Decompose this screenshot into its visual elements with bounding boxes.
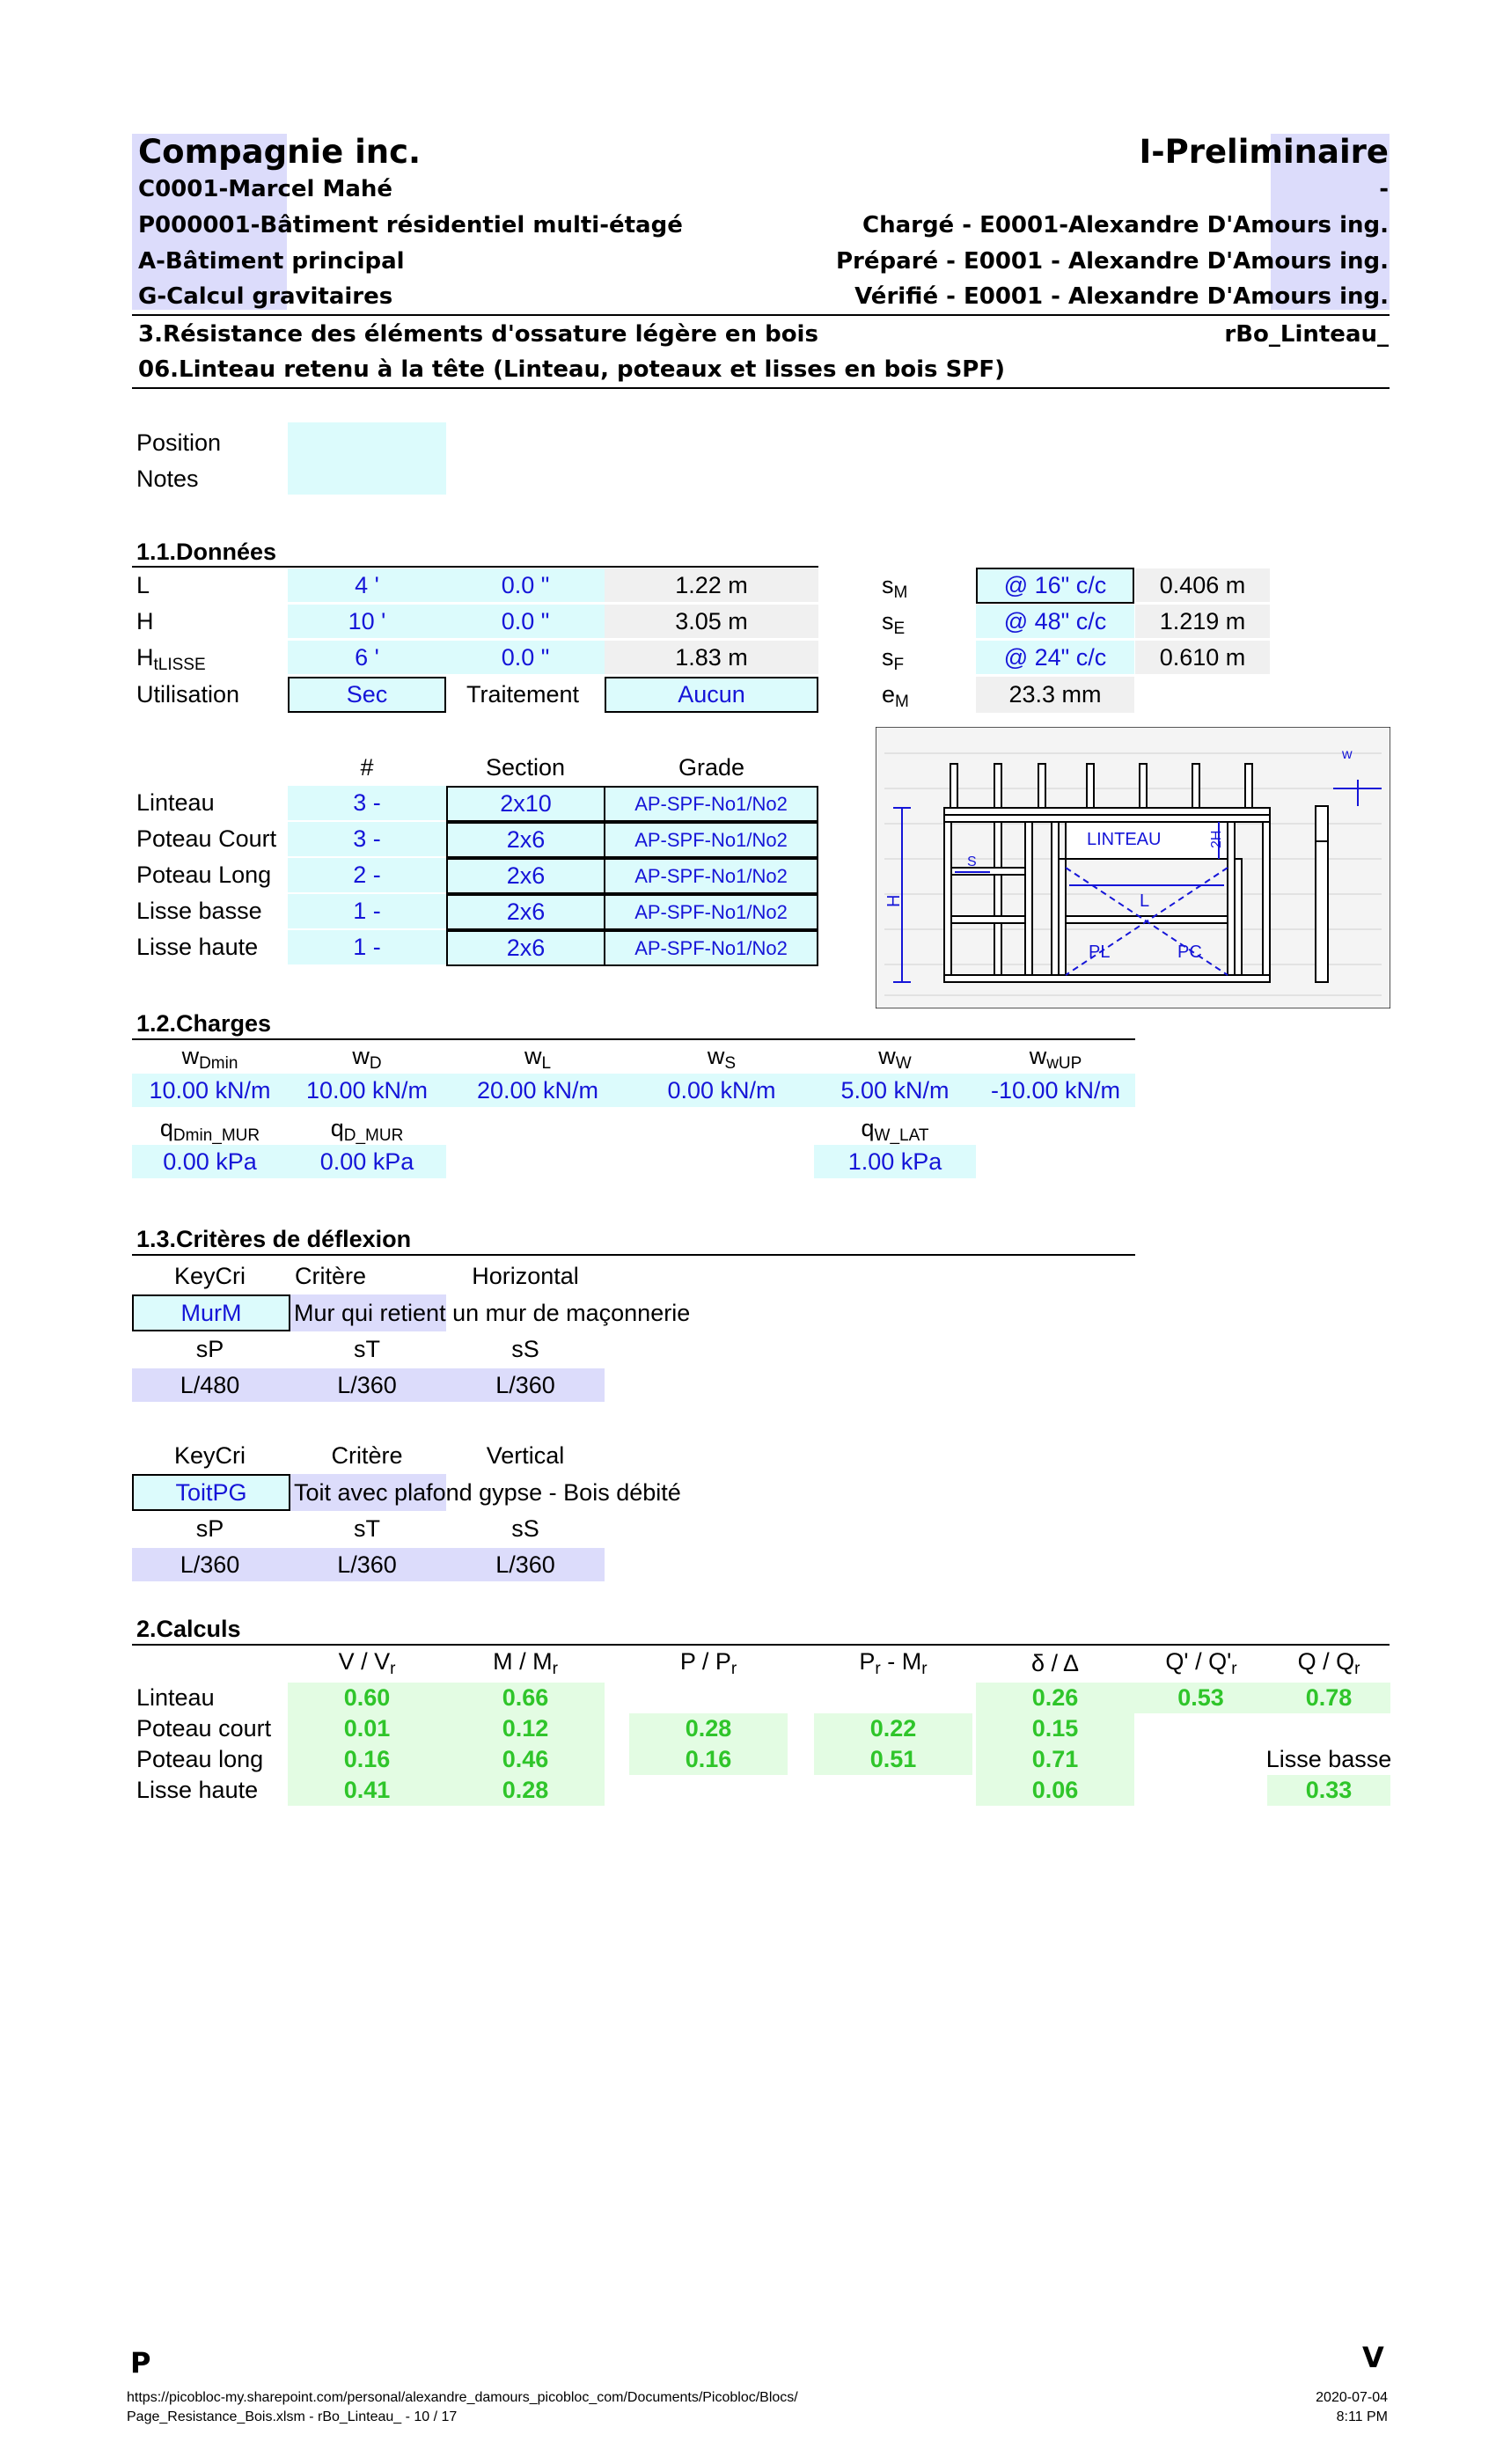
member-section-select[interactable]: 2x10	[446, 786, 605, 822]
calc-row-name: Linteau	[136, 1684, 215, 1711]
member-name: Lisse haute	[136, 934, 259, 960]
v-desc: Toit avec plafond gypse - Bois débité	[294, 1479, 681, 1506]
h-keycri-label: KeyCri	[173, 1263, 246, 1289]
h-sT-label: sT	[354, 1336, 380, 1362]
calc-dd-value: 0.15	[976, 1713, 1134, 1744]
prepare-name: Préparé - E0001 - Alexandre D'Amours ing.	[835, 248, 1389, 275]
charges-underline	[132, 1038, 1135, 1040]
Ht-metric: 1.83 m	[605, 641, 818, 674]
member-grade-select[interactable]: AP-SPF-No1/No2	[604, 822, 818, 858]
calc-q2-value: 0.33	[1267, 1775, 1390, 1806]
status-label: I-Preliminaire	[1139, 133, 1389, 171]
Ht-inch-input[interactable]: 0.0 "	[446, 641, 605, 674]
load-value-input[interactable]: 10.00 kN/m	[288, 1074, 446, 1107]
section-3-title: 3.Résistance des éléments d'ossature légère en bois	[138, 321, 818, 348]
member-section-select[interactable]: 2x6	[446, 822, 605, 858]
sM-metric: 0.406 m	[1135, 568, 1270, 602]
L-label: L	[136, 572, 150, 598]
sheet-name: rBo_Linteau_	[1224, 321, 1389, 348]
calc-q1-value: 0.53	[1134, 1683, 1267, 1713]
v-sS-value: L/360	[446, 1548, 605, 1581]
calculs-title: 2.Calculs	[136, 1616, 241, 1642]
calc-dd-value: 0.06	[976, 1775, 1134, 1806]
load-value-input[interactable]: 10.00 kN/m	[132, 1074, 288, 1107]
eM-label: $e_M$	[882, 681, 909, 711]
member-name: Poteau Court	[136, 825, 277, 852]
v-dir-label: Vertical	[486, 1442, 565, 1469]
q-value-input[interactable]: 1.00 kPa	[814, 1145, 976, 1178]
calc-q2-value: 0.78	[1267, 1683, 1390, 1713]
framing-diagram	[876, 727, 1390, 1008]
v-sT-value: L/360	[288, 1548, 446, 1581]
section-06-title: 06.Linteau retenu à la tête (Linteau, poteaux et lisses en bois SPF)	[138, 356, 1006, 383]
donnees-underline	[132, 566, 818, 568]
h-sS-value: L/360	[446, 1368, 605, 1402]
h-dir-label: Horizontal	[472, 1263, 579, 1289]
member-count-input[interactable]: 2 -	[288, 858, 446, 892]
calc-pp-value: 0.16	[629, 1744, 788, 1775]
calc-mm-value: 0.28	[446, 1775, 605, 1806]
charges-title: 1.2.Charges	[136, 1010, 272, 1037]
q-label: $q_{W\_LAT}$	[861, 1115, 929, 1145]
donnees-title: 1.1.Données	[136, 539, 277, 565]
footer-time: 8:11 PM	[1336, 2409, 1388, 2424]
calc-vv-value: 0.41	[288, 1775, 446, 1806]
calc-pm-value: 0.51	[814, 1744, 972, 1775]
load-label: $w_{Dmin}$	[181, 1043, 238, 1073]
v-keycri-label: KeyCri	[173, 1442, 246, 1469]
L-feet-input[interactable]: 4 '	[288, 568, 446, 602]
project-name: P000001-Bâtiment résidentiel multi-étagé	[138, 212, 683, 238]
utilisation-label: Utilisation	[136, 681, 240, 708]
header-divider-bottom	[132, 387, 1390, 389]
sM-label: $s_M$	[882, 572, 908, 602]
h-sP-value: L/480	[132, 1368, 288, 1402]
calc-type: G-Calcul gravitaires	[138, 283, 393, 310]
member-section-select[interactable]: 2x6	[446, 858, 605, 894]
calc-dd-value: 0.26	[976, 1683, 1134, 1713]
footer-file: Page_Resistance_Bois.xlsm - rBo_Linteau_ - 10 / 17	[127, 2409, 458, 2424]
calc-q2-value: Lisse basse	[1265, 1746, 1392, 1772]
h-desc: Mur qui retient un mur de maçonnerie	[294, 1300, 691, 1326]
footer-url: https://picobloc-my.sharepoint.com/personal/alexandre_damours_picobloc_com/Documents/Picobloc/Blocs/	[127, 2390, 798, 2405]
calc-row-name: Lisse haute	[136, 1777, 259, 1803]
sM-select[interactable]: @ 16" c/c	[976, 568, 1134, 604]
eM-value: 23.3 mm	[976, 677, 1134, 713]
load-label: $w_L$	[524, 1043, 552, 1073]
footer-date: 2020-07-04	[1316, 2390, 1388, 2405]
diagram-H-label: H	[884, 894, 904, 907]
traitement-label: Traitement	[466, 681, 580, 708]
member-count-input[interactable]: 3 -	[288, 786, 446, 820]
company-name: Compagnie inc.	[138, 133, 422, 171]
calc-pp-value: 0.28	[629, 1713, 788, 1744]
diagram-linteau-label: LINTEAU	[1087, 830, 1162, 849]
calc-vv-value: 0.60	[288, 1683, 446, 1713]
calc-header-pp: P / $P_r$	[679, 1648, 737, 1678]
calc-header-qq1: Q' / $Q'_r$	[1165, 1648, 1237, 1678]
member-section-select[interactable]: 2x6	[446, 930, 605, 966]
member-section-select[interactable]: 2x6	[446, 894, 605, 930]
calc-header-qq2: Q / $Q_r$	[1297, 1648, 1360, 1678]
L-inch-input[interactable]: 0.0 "	[446, 568, 605, 602]
diagram-L-label: L	[1140, 891, 1150, 911]
member-grade-select[interactable]: AP-SPF-No1/No2	[604, 894, 818, 930]
member-count-input[interactable]: 1 -	[288, 930, 446, 964]
H-inch-input[interactable]: 0.0 "	[446, 605, 605, 638]
H-feet-input[interactable]: 10 '	[288, 605, 446, 638]
Ht-feet-input[interactable]: 6 '	[288, 641, 446, 674]
col-grade-header: Grade	[678, 754, 745, 781]
v-sT-label: sT	[354, 1515, 380, 1542]
member-grade-select[interactable]: AP-SPF-No1/No2	[604, 930, 818, 966]
load-label: $w_{wUP}$	[1029, 1043, 1082, 1073]
v-sP-label: sP	[195, 1515, 224, 1542]
client-name: C0001-Marcel Mahé	[138, 176, 393, 202]
v-sP-value: L/360	[132, 1548, 288, 1581]
traitement-select[interactable]: Aucun	[605, 677, 818, 713]
h-keycri-select[interactable]: MurM	[132, 1294, 290, 1331]
member-grade-select[interactable]: AP-SPF-No1/No2	[604, 858, 818, 894]
calc-row-name: Poteau long	[136, 1746, 264, 1772]
calculs-underline	[132, 1644, 1390, 1646]
H-metric: 3.05 m	[605, 605, 818, 638]
v-critere-label: Critère	[331, 1442, 403, 1469]
verifie-name: Vérifié - E0001 - Alexandre D'Amours ing.	[854, 283, 1389, 310]
footer-left-mark: P	[130, 2346, 151, 2380]
header-dash: -	[1379, 176, 1389, 202]
H-label: H	[136, 608, 154, 634]
member-name: Lisse basse	[136, 898, 262, 924]
load-value-input[interactable]: -10.00 kN/m	[976, 1074, 1135, 1107]
calc-pm-value: 0.22	[814, 1713, 972, 1744]
footer-right-mark: V	[1362, 2341, 1384, 2374]
diagram-PC-label: PC	[1177, 942, 1202, 962]
notes-label: Notes	[136, 466, 199, 492]
diagram-w-label: w	[1342, 747, 1353, 762]
v-keycri-select[interactable]: ToitPG	[132, 1474, 290, 1511]
load-value-input[interactable]: 20.00 kN/m	[446, 1074, 629, 1107]
load-value-input[interactable]: 5.00 kN/m	[814, 1074, 976, 1107]
load-label: $w_S$	[707, 1043, 737, 1073]
member-count-input[interactable]: 1 -	[288, 894, 446, 928]
h-critere-label: Critère	[295, 1263, 367, 1289]
member-name: Poteau Long	[136, 862, 272, 888]
load-label: $w_D$	[352, 1043, 382, 1073]
position-label: Position	[136, 429, 222, 456]
sF-select[interactable]: @ 24" c/c	[976, 641, 1134, 674]
load-label: $w_W$	[878, 1043, 912, 1073]
member-count-input[interactable]: 3 -	[288, 822, 446, 856]
calc-vv-value: 0.01	[288, 1713, 446, 1744]
sE-metric: 1.219 m	[1135, 605, 1270, 638]
building-name: A-Bâtiment principal	[138, 248, 405, 275]
calc-mm-value: 0.66	[446, 1683, 605, 1713]
sE-label: $s_E$	[882, 608, 906, 638]
h-sT-value: L/360	[288, 1368, 446, 1402]
calc-header-vv: V / $V_r$	[338, 1648, 396, 1678]
calc-dd-value: 0.71	[976, 1744, 1134, 1775]
q-value-input[interactable]: 0.00 kPa	[288, 1145, 446, 1178]
calc-mm-value: 0.46	[446, 1744, 605, 1775]
position-input[interactable]	[288, 422, 446, 495]
load-value-input[interactable]: 0.00 kN/m	[629, 1074, 814, 1107]
criteres-underline	[132, 1254, 1135, 1256]
calc-header-mm: M / $M_r$	[493, 1648, 558, 1678]
col-section-header: Section	[485, 754, 566, 781]
col-num-header: #	[360, 754, 374, 781]
q-value-input[interactable]: 0.00 kPa	[132, 1145, 288, 1178]
v-sS-label: sS	[511, 1515, 539, 1542]
sE-select[interactable]: @ 48" c/c	[976, 605, 1134, 638]
member-grade-select[interactable]: AP-SPF-No1/No2	[604, 786, 818, 822]
charge-name: Chargé - E0001-Alexandre D'Amours ing.	[862, 212, 1389, 238]
calc-header-dd: δ / Δ	[1030, 1650, 1080, 1676]
diagram-2H-label: 2H	[1209, 830, 1224, 848]
utilisation-select[interactable]: Sec	[288, 677, 446, 713]
h-sS-label: sS	[511, 1336, 539, 1362]
diagram-PL-label: PL	[1089, 942, 1111, 962]
sF-metric: 0.610 m	[1135, 641, 1270, 674]
diagram-sM-label: S	[967, 854, 977, 869]
header-divider	[132, 314, 1390, 316]
Ht-label: $H_{tLISSE}$	[136, 644, 206, 674]
calc-mm-value: 0.12	[446, 1713, 605, 1744]
L-metric: 1.22 m	[605, 568, 818, 602]
calc-row-name: Poteau court	[136, 1715, 272, 1742]
q-label: $q_{D\_MUR}$	[330, 1115, 404, 1145]
sF-label: $s_F$	[882, 644, 905, 674]
criteres-title: 1.3.Critères de déflexion	[136, 1226, 412, 1252]
member-name: Linteau	[136, 789, 215, 816]
calc-vv-value: 0.16	[288, 1744, 446, 1775]
calc-header-pm: $P_r - M_r$	[859, 1648, 928, 1678]
q-label: $q_{Dmin\_MUR}$	[159, 1115, 260, 1145]
h-sP-label: sP	[195, 1336, 224, 1362]
